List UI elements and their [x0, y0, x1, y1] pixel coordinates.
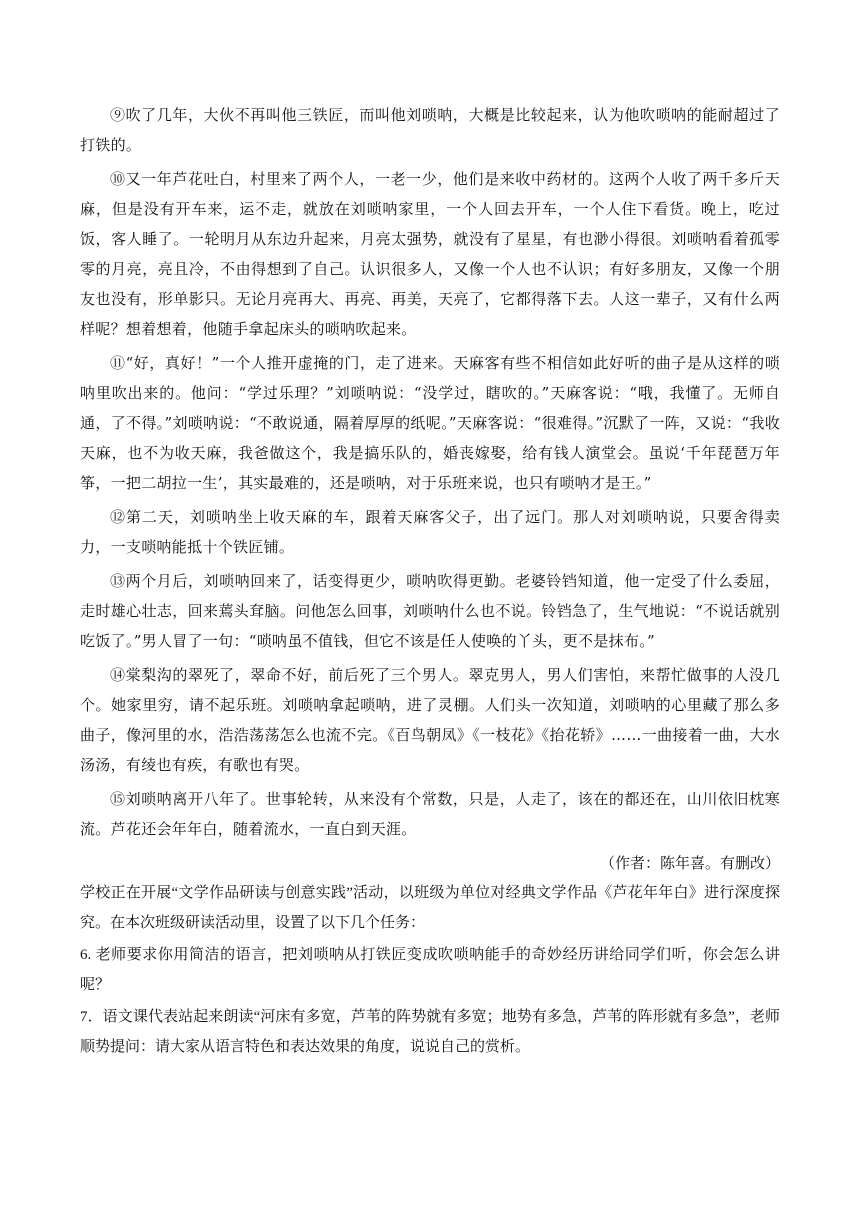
paragraph-10: ⑩又一年芦花吐白，村里来了两个人，一老一少，他们是来收中药材的。这两个人收了两千多斤天麻，但是没有开车来，运不走，就放在刘唢呐家里，一个人回去开车，一个人住下看货。晚上，吃过饭，客人睡了。一轮明月从东边升起来，月亮太强势，就没有了星星，有也渺小得很。刘唢呐看着孤零零的月亮，亮且冷，不由得想到了自己。认识很多人，又像一个人也不认识；有好多朋友，又像一个朋友也没有，形单影只。无论月亮再大、再亮、再美，天亮了，它都得落下去。人这一辈子，又有什么两样呢？想着想着，他随手拿起床头的唢呐吹起来。 — [80, 170, 780, 338]
paragraph-14: ⑭棠梨沟的翠死了，翠命不好，前后死了三个男人。翠克男人，男人们害怕，来帮忙做事的人没几个。她家里穷，请不起乐班。刘唢呐拿起唢呐，进了灵棚。人们头一次知道，刘唢呐的心里藏了那么多曲子，像河里的水，浩浩荡荡怎么也流不完。《百鸟朝凤》《一枝花》《抬花轿》……一曲接着一曲，大水汤汤，有绫也有疾，有歌也有哭。 — [80, 666, 780, 774]
paragraph-9: ⑨吹了几年，大伙不再叫他三铁匠，而叫他刘唢呐，大概是比较起来，认为他吹唢呐的能耐超过了打铁的。 — [80, 106, 780, 154]
paragraph-12: ⑫第二天，刘唢呐坐上收天麻的车，跟着天麻客父子，出了远门。那人对刘唢呐说，只要舍得卖力，一支唢呐能抵十个铁匠铺。 — [80, 508, 780, 556]
question-6: 6. 老师要求你用简洁的语言，把刘唢呐从打铁匠变成吹唢呐能手的奇妙经历讲给同学们听，你会怎么讲呢？ — [80, 947, 780, 993]
question-7: 7．语文课代表站起来朗读“河床有多宽，芦苇的阵势就有多宽；地势有多急，芦苇的阵形就有多急”，老师顺势提问：请大家从语言特色和表达效果的角度，说说自己的赏析。 — [80, 1009, 780, 1055]
paragraph-11: ⑪“好，真好！”一个人推开虚掩的门，走了进来。天麻客有些不相信如此好听的曲子是从这样的唢呐里吹出来的。他问：“学过乐理？”刘唢呐说：“没学过，瞎吹的。”天麻客说：“哦，我懂了。无师自通，了不得。”刘唢呐说：“不敢说通，隔着厚厚的纸呢。”天麻客说：“很难得。”沉默了一阵，又说：“我收天麻，也不为收天麻，我爸做这个，我是搞乐队的，婚丧嫁娶，给有钱人演堂会。虽说‘千年琵琶万年筝，一把二胡拉一生’，其实最难的，还是唢呐，对于乐班来说，也只有唢呐才是王。” — [80, 354, 780, 492]
document-page — [80, 100, 780, 1062]
activity-intro: 学校正在开展“文学作品研读与创意实践”活动，以班级为单位对经典文学作品《芦花年年白》进行深度探究。在本次班级研读活动里，设置了以下几个任务： — [80, 885, 780, 931]
paragraph-13: ⑬两个月后，刘唢呐回来了，话变得更少，唢呐吹得更勤。老婆铃铛知道，他一定受了什么委屈，走时雄心壮志，回来蔫头耷脑。问他怎么回事，刘唢呐什么也不说。铃铛急了，生气地说：“不说话就别吃饭了。”男人冒了一句：“唢呐虽不值钱，但它不该是任人使唤的丫头，更不是抹布。” — [80, 572, 780, 650]
author-credit: （作者：陈年喜。有删改） — [599, 854, 780, 872]
paragraph-15: ⑮刘唢呐离开八年了。世事轮转，从来没有个常数，只是，人走了，该在的都还在，山川依旧枕寒流。芦花还会年年白，随着流水，一直白到天涯。 — [80, 790, 780, 838]
